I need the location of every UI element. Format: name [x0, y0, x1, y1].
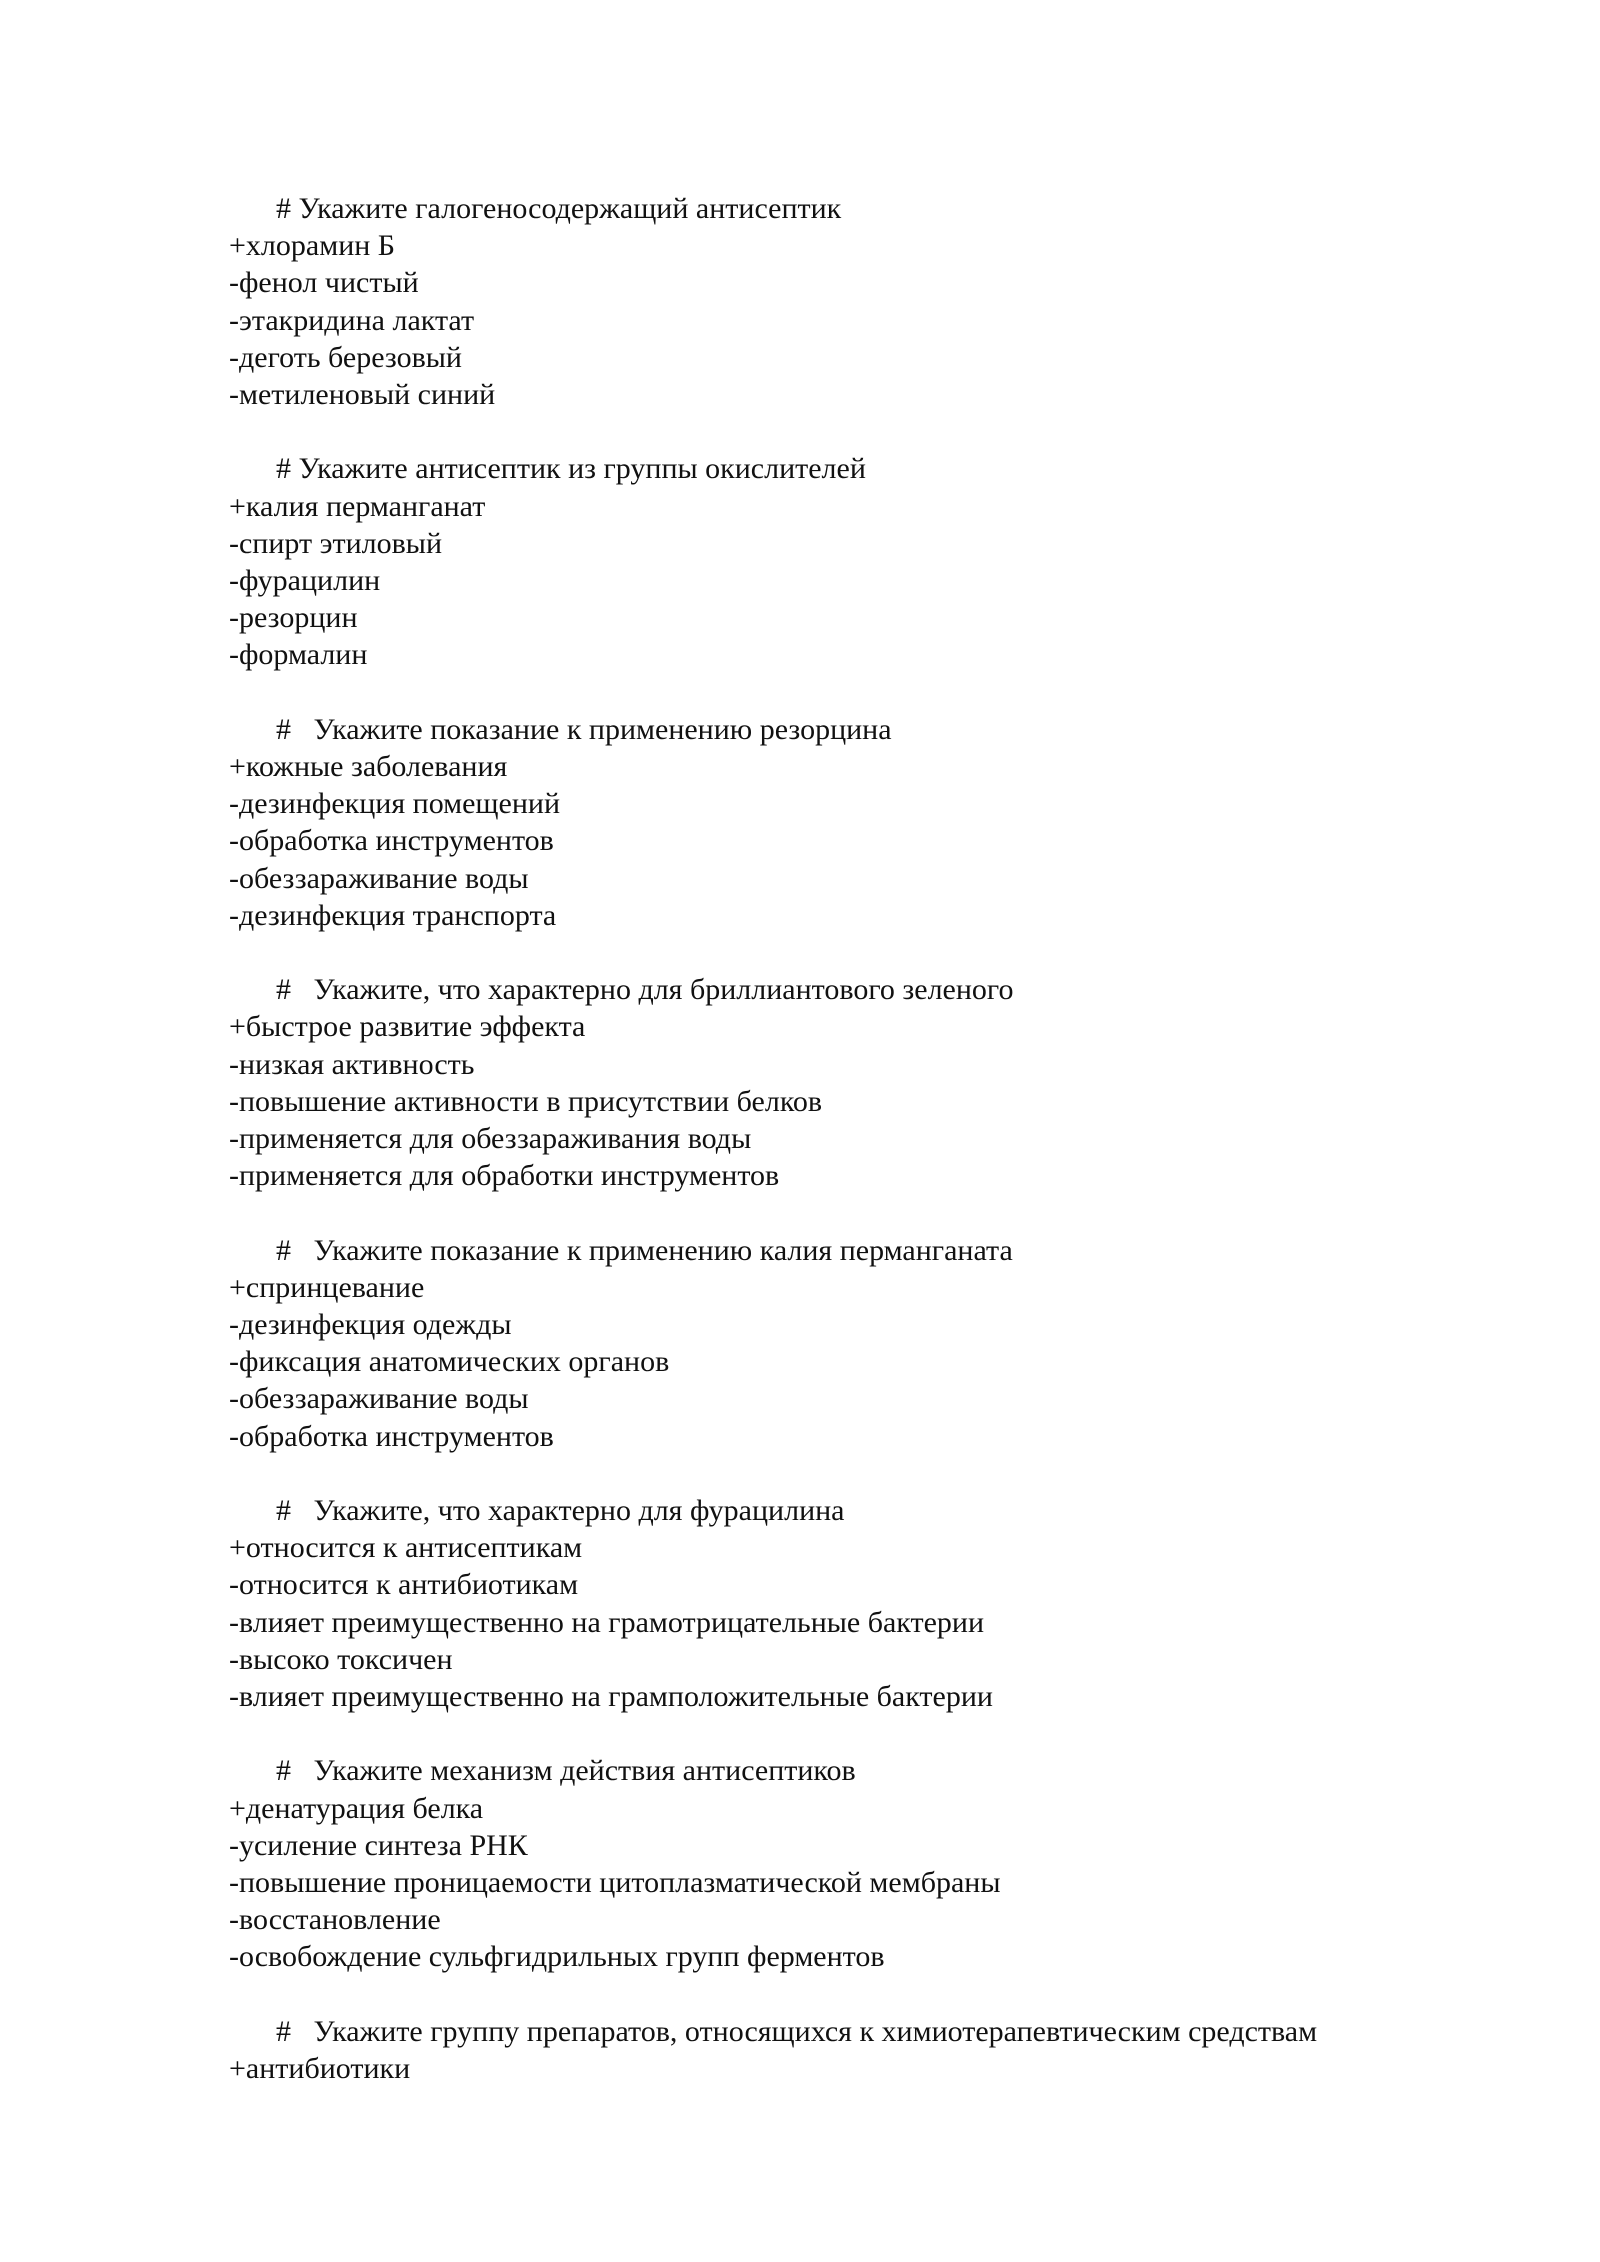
answer-option: -дезинфекция одежды — [229, 1308, 512, 1342]
answer-option: +хлорамин Б — [229, 229, 396, 263]
answer-option: -применяется для обработки инструментов — [229, 1159, 780, 1193]
answer-option: -спирт этиловый — [229, 526, 443, 560]
answer-option: -фурацилин — [229, 564, 381, 598]
question-text: Укажите галогеносодержащий антисептик — [291, 192, 842, 225]
answer-option: -деготь березовый — [229, 340, 462, 374]
question-marker: # — [276, 1233, 291, 1267]
question-block — [229, 1492, 1529, 1715]
answer-option: -восстановление — [229, 1903, 441, 1937]
answer-option: -фиксация анатомических органов — [229, 1345, 670, 1379]
answer-option: +относится к антисептикам — [229, 1531, 583, 1565]
question-text: Укажите группу препаратов, относящихся к химиотерапевтическим средствам — [291, 2014, 1318, 2048]
answer-option: -этакридина лактат — [229, 303, 475, 337]
question-text: Укажите механизм действия антисептиков — [291, 1754, 856, 1788]
question-block — [229, 1752, 1529, 1975]
answer-option: +калия перманганат — [229, 489, 486, 523]
question-block — [229, 2013, 1529, 2087]
answer-option: -относится к антибиотикам — [229, 1568, 579, 1602]
answer-option: -дезинфекция помещений — [229, 787, 560, 821]
question-heading — [229, 2013, 1529, 2050]
question-heading — [229, 971, 1529, 1008]
question-marker: # — [276, 192, 291, 225]
answer-option: -влияет преимущественно на грамотрицательные бактерии — [229, 1605, 985, 1639]
question-block — [229, 190, 1529, 413]
answer-option: -обработка инструментов — [229, 824, 554, 858]
answer-option: -усиление синтеза РНК — [229, 1828, 528, 1862]
answer-option: -метиленовый синий — [229, 378, 496, 412]
answer-option: -повышение активности в присутствии белков — [229, 1084, 823, 1118]
question-text: Укажите показание к применению калия перманганата — [291, 1233, 1013, 1267]
answer-option: +быстрое развитие эффекта — [229, 1010, 586, 1044]
answer-option: -низкая активность — [229, 1047, 475, 1081]
answer-option: +спринцевание — [229, 1270, 425, 1304]
question-text: Укажите антисептик из группы окислителей — [291, 452, 866, 486]
question-text: Укажите, что характерно для фурацилина — [291, 1494, 845, 1528]
question-marker: # — [276, 973, 291, 1007]
answer-option: -резорцин — [229, 601, 358, 635]
question-heading — [229, 190, 1529, 227]
answer-option: -дезинфекция транспорта — [229, 898, 557, 932]
question-marker: # — [276, 1494, 291, 1528]
question-text: Укажите показание к применению резорцина — [291, 712, 892, 746]
question-heading — [229, 1232, 1529, 1269]
question-block — [229, 971, 1529, 1194]
answer-option: -применяется для обеззараживания воды — [229, 1122, 752, 1156]
answer-option: -фенол чистый — [229, 266, 419, 300]
answer-option: -высоко токсичен — [229, 1642, 453, 1676]
question-heading — [229, 711, 1529, 748]
question-heading — [229, 1752, 1529, 1789]
answer-option: +кожные заболевания — [229, 750, 508, 784]
answer-option: -обеззараживание воды — [229, 1382, 529, 1416]
answer-option: -освобождение сульфгидрильных групп ферментов — [229, 1940, 885, 1974]
question-marker: # — [276, 712, 291, 746]
answer-option: -повышение проницаемости цитоплазматической мембраны — [229, 1866, 1001, 1900]
answer-option: -обеззараживание воды — [229, 861, 529, 895]
question-marker: # — [276, 2014, 291, 2048]
question-text: Укажите, что характерно для бриллиантового зеленого — [291, 973, 1014, 1007]
answer-option: +антибиотики — [229, 2052, 411, 2086]
question-heading — [229, 1492, 1529, 1529]
answer-option: -формалин — [229, 638, 368, 672]
question-block — [229, 450, 1529, 673]
question-block — [229, 1232, 1529, 1455]
question-marker: # — [276, 452, 291, 486]
answer-option: -обработка инструментов — [229, 1419, 554, 1453]
answer-option: -влияет преимущественно на грамположительные бактерии — [229, 1680, 993, 1714]
question-heading — [229, 450, 1529, 487]
answer-option: +денатурация белка — [229, 1791, 484, 1825]
question-marker: # — [276, 1754, 291, 1788]
question-block — [229, 711, 1529, 934]
test-questions-list — [229, 190, 1529, 2124]
